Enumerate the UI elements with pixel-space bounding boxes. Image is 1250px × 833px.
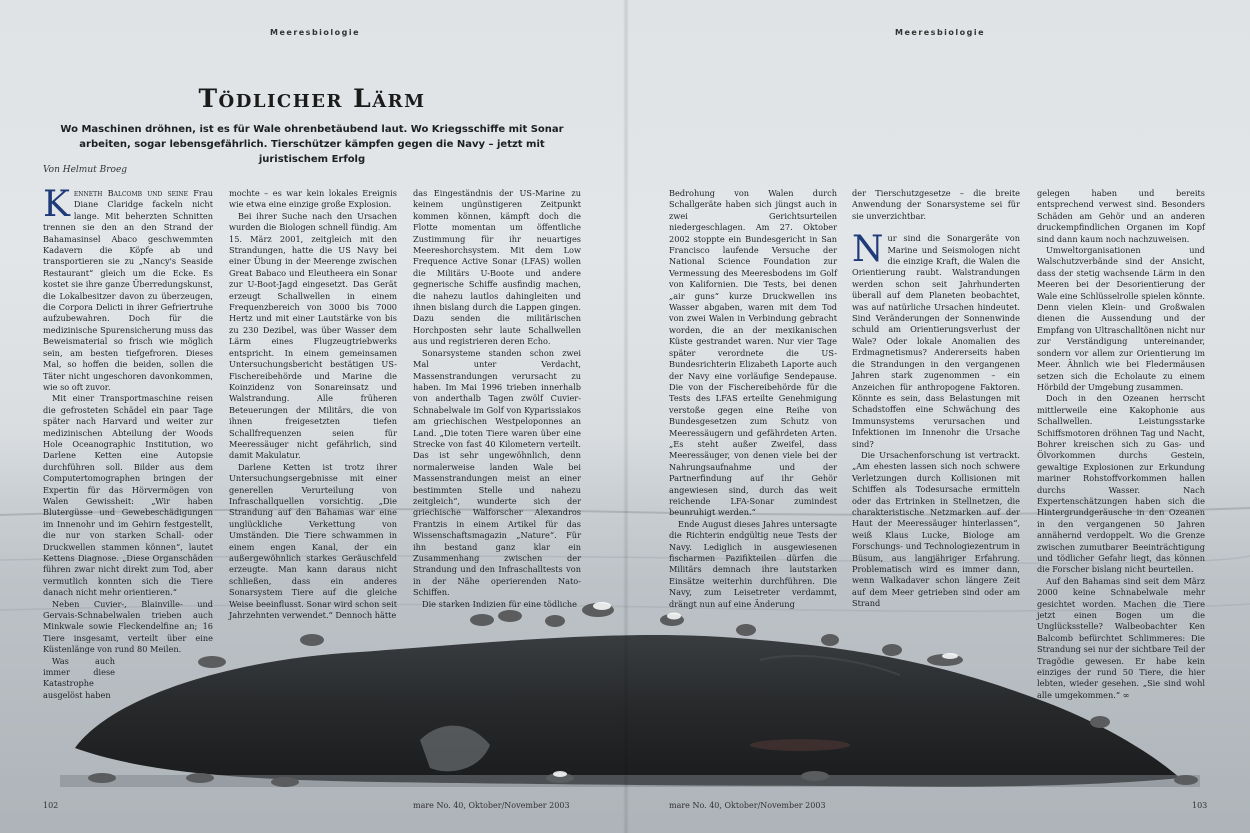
text-column-5 [852, 188, 1020, 610]
text-column-6 [1037, 188, 1205, 701]
paragraph: Bedrohung von Walen durch Schallgeräte haben sich jüngst auch in zwei Gerichtsurteilen niedergeschlagen. Am 27. Oktober 2002 stoppte ein Bundesgericht in San Francisco laufende Versuche der National Science Foundation zur Vermessung des Meeresbodens im Golf von Kalifornien. Die Tests, bei denen „air guns“ kurze Druckwellen ins Wasser abgaben, waren mit dem Tod von zwei Walen in Verbindung gebracht worden, die an der mexikanischen Küste gestrandet waren. Nur vier Tage später verordnete die US-Bundesrichterin Elizabeth Laporte auch der Navy eine vorläufige Sendepause. Die von der Fischereibehörde für die Tests des LFAS erteilte Genehmigung verstoße gegen eine Reihe von Bundesgesetzen zum Schutz von Meeressäugern und gefährdeten Arten. „Es steht außer Zweifel, dass Meeressäuger, von denen viele bei der Nahrungsaufnahme und der Partnerfindung auf ihr Gehör angewiesen sind, durch das weit reichende LFA-Sonar zumindest beunruhigt werden.“ [669, 188, 837, 518]
page-number-right: 103 [1192, 801, 1208, 810]
running-head-left: Meeresbiologie [270, 28, 361, 37]
article-title: Tödlicher Lärm [198, 84, 426, 113]
lead-in-smallcaps: enneth Balcomb und seine [73, 188, 189, 198]
page-number-left: 102 [43, 801, 59, 810]
paragraph: der Tierschutzgesetze – die breite Anwendung der Sonarsysteme sei für sie unverzichtbar. [852, 188, 1020, 221]
paragraph: Mit einer Transportmaschine reisen die gefrosteten Schädel ein paar Tage später nach Harvard und weiter zur medizinischen Abteilung der Woods Hole Oceanographic Institution, wo Darlene Ketten eine Autopsie durchführen soll. Bilder aus dem Computertomographen bringen der Expertin für das Hörvermögen von Walen Gewissheit: „Wir haben Blutergüsse und Gewebeschädigungen im Innenohr und im Gehirn festgestellt, die nur von starken Schall- oder Druckwellen stammen können“, lautet Kettens Diagnose. „Diese Organschäden führen zwar nicht direkt zum Tod, aber vermutlich konnten sich die Tiere danach nicht mehr orientieren.“ [43, 393, 213, 598]
paragraph: Was auch immer diese Katastrophe ausgelöst haben [43, 655, 115, 700]
paragraph [852, 229, 1020, 450]
paragraph [43, 184, 213, 393]
paragraph: Sonarsysteme standen schon zwei Mal unter Verdacht, Massenstrandungen verursacht zu haben. Im Mai 1996 trieben innerhalb von anderthalb Tagen zwölf Cuvier-Schnabelwale im Golf von Kyparissiakos am griechischen Westpeloponnes an Land. „Die toten Tiere waren über eine Strecke von fast 40 Kilometern verteilt. Das ist sehr ungewöhnlich, denn normalerweise landen Wale bei Massenstrandungen meist an einer bestimmten Stelle und nahezu zeitgleich“, wunderte sich der griechische Walforscher Alexandros Frantzis in einem Artikel für das Wissenschaftsmagazin „Nature“. Für ihn bestand ganz klar ein Zusammenhang zwischen der Strandung und den Infraschalltests von in der Nähe operierenden Nato-Schiffen. [413, 347, 581, 598]
paragraph: Die Ursachenforschung ist vertrackt. „Am ehesten lassen sich noch schwere Verletzungen durch Kollisionen mit Schiffen als Todesursache ermitteln oder das Ertrinken in Stellnetzen, die charakteristische Netzmarken auf der Haut der Meeressäuger hinterlassen“, weiß Klaus Lucke, Biologe am Forschungs- und Technologiezentrum in Büsum, aus langjähriger Erfahrung. Problematisch wird es immer dann, wenn Walkadaver schon längere Zeit auf dem Meer getrieben sind oder am Strand [852, 449, 1020, 609]
paragraph: gelegen haben und bereits entsprechend verwest sind. Besonders Schäden am Gehör und an anderen druckempfindlichen Organen im Kopf sind dann kaum noch nachzuweisen. [1037, 188, 1205, 244]
paragraph: Doch in den Ozeanen herrscht mittlerweile eine Kakophonie aus Schallwellen. Leistungsstarke Schiffsmotoren dröhnen Tag und Nacht, Bohrer kreischen sich zu Gas- und Ölvorkommen durchs Gestein, gewaltige Explosionen zur Erkundung mariner Rohstoffvorkommen hallen durchs Wasser. Nach Expertenschätzungen haben sich die Hintergrundgeräusche in den Ozeanen in den vergangenen 50 Jahren annähernd verdoppelt. Wo die Grenze zwischen zumutbarer Beeinträchtigung und tödlicher Gefahr liegt, das können die Forscher bislang nicht beurteilen. [1037, 393, 1205, 575]
footer-left: mare No. 40, Oktober/November 2003 [413, 801, 570, 810]
end-mark-icon: ∞ [1122, 689, 1130, 700]
text-column-1 [43, 184, 213, 701]
paragraph: Neben Cuvier-, Blainville- und Gervais-Schnabelwalen trieben auch Minkwale sowie Fleckendelfine an; 16 Tiere insgesamt, verteilt über eine Küstenlänge von rund 80 Meilen. [43, 598, 213, 655]
paragraph: Ende August dieses Jahres untersagte die Richterin endgültig neue Tests der Navy. Lediglich in ausgewiesenen fischarmen Pazifikteilen dürfen die Militärs demnach ihre lautstarken Einsätze weiterhin durchführen. Die Navy, zum Leisetreter verdammt, drängt nun auf eine Änderung [669, 518, 837, 609]
paragraph-text: Frau Diane Claridge fackeln nicht lange. Mit beherzten Schnitten trennen sie den an den Strand der Bahamasinsel Abaco geschwemmten Kadavern die Köpfe ab und transportieren sie zu „Nancy's Seaside Restaurant“ gleich um die Ecke. Es kostet sie ihre ganze Überredungskunst, die Lokalbesitzer davon zu überzeugen, die Corpora Delicti in ihrer Gefriertruhe aufzubewahren. Doch für die medizinische Spurensicherung muss das Beweismaterial so frisch wie möglich sein, am besten tiefgefroren. Dieses Mal, so hoffen die beiden, sollen die Täter nicht ungeschoren davonkommen, wie so oft zuvor. [43, 188, 213, 392]
paragraph: Darlene Ketten ist trotz ihrer Untersuchungsergebnisse mit einer generellen Verurteilung von Infraschallquellen vorsichtig. „Die Strandung auf den Bahamas war eine unglückliche Verkettung von Umständen. Die Tiere schwammen in einem engen Kanal, der ein außergewöhnlich starkes Geräuschfeld erzeugte. Man kann daraus nicht schließen, dass ein anderes Sonarsystem Tiere auf die gleiche Weise beeinflusst. Sonar wird schon seit Jahrzehnten verwendet.“ Dennoch hätte [229, 461, 397, 621]
text-column-3 [413, 188, 581, 610]
paragraph-text: ur sind die Sonargeräte von Marine und Seismologen nicht die einzige Kraft, die Walen die Orientierung raubt. Walstrandungen werden schon seit Jahrhunderten überall auf dem Planeten beobachtet, was auf natürliche Ursachen hindeutet. Sind Veränderungen der Sonnenwinde schuld am Orientierungsverlust der Wale? Oder lokale Anomalien des Erdmagnetismus? Andererseits haben die Strandungen in den vergangenen Jahren stark zugenommen – ein Anzeichen für anthropogene Faktoren. Könnte es sein, dass Belastungen mit Schadstoffen eine Schwächung des Immunsystems verursachen und Infektionen im Innenohr die Ursache sind? [852, 233, 1020, 449]
byline: Von Helmut Broeg [43, 165, 128, 175]
paragraph: Umweltorganisationen und Walschutzverbände sind der Ansicht, dass der stetig wachsende Lärm in den Meeren bei der Desorientierung der Wale eine Schlüsselrolle spielen könnte. Denn vielen Klein- und Großwalen dienen die Aussendung und der Empfang von Ultraschalltönen nicht nur zur Verständigung untereinander, sondern vor allem zur Orientierung im Meer. Ähnlich wie bei Fledermäusen setzen sich die Echolaute zu einem Hörbild der Umgebung zusammen. [1037, 245, 1205, 392]
paragraph: Die starken Indizien für eine tödliche [422, 598, 578, 609]
paragraph-text: Auf den Bahamas sind seit dem März 2000 keine Schnabelwale mehr gesichtet worden. Machen die Tiere jetzt einen Bogen um die Unglücksstelle? Walbeobachter Ken Balcomb befürchtet Schlimmeres: Die Strandung sei nur der sichtbare Teil der Tragödie gewesen. Er habe kein einziges der rund 50 Tiere, die hier lebten, wieder gesehen. „Sie sind wohl alle umgekommen.“ [1037, 575, 1205, 700]
drop-cap: K [43, 184, 70, 225]
paragraph: mochte – es war kein lokales Ereignis wie etwa eine einzige große Explosion. [229, 188, 397, 210]
article-lead: Wo Maschinen dröhnen, ist es für Wale ohrenbetäubend laut. Wo Kriegsschiffe mit Sonar arbeiten, sogar lebensgefährlich. Tierschützer kämpfen gegen die Navy – jetzt mit juristischem Erfolg [60, 124, 564, 165]
paragraph: Bei ihrer Suche nach den Ursachen wurden die Biologen schnell fündig. Am 15. März 2001, zeitgleich mit den Strandungen, hatte die US Navy bei einer Übung in der Meerenge zwischen Great Babaco und Eleutheera ein Sonar zur U-Boot-Jagd eingesetzt. Das Gerät erzeugt Schallwellen in einem Frequenzbereich von 3000 bis 7000 Hertz und mit einer Lautstärke von bis zu 230 Dezibel, was über Wasser dem Lärm eines Flugzeugtriebwerks entspricht. In einem gemeinsamen Untersuchungsbericht bestätigen US-Fischereibehörde und Marine die Koinzidenz von Sonareinsatz und Walstrandung. Alle früheren Beteuerungen der Militärs, die von ihnen freigesetzten tiefen Schallfrequenzen seien für Meeressäuger nicht gefährlich, sind damit Makulatur. [229, 210, 397, 461]
text-column-4 [669, 188, 837, 610]
page-gutter [623, 0, 629, 833]
drop-cap: N [852, 229, 884, 271]
text-column-2 [229, 188, 397, 621]
paragraph: das Eingeständnis der US-Marine zu keinem ungünstigeren Zeitpunkt kommen können, kämpft doch die Flotte momentan um öffentliche Zustimmung für ihr neuartiges Meereshorchsystem. Mit dem Low Frequence Active Sonar (LFAS) wollen die Militärs U-Boote und andere gegnerische Schiffe ausfindig machen, die nahezu lautlos dahingleiten und ihnen bislang durch die Lappen gingen. Dazu senden die militärischen Horchposten sehr laute Schallwellen aus und registrieren deren Echo. [413, 188, 581, 347]
running-head-right: Meeresbiologie [895, 28, 986, 37]
footer-right: mare No. 40, Oktober/November 2003 [669, 801, 826, 810]
paragraph [1037, 576, 1205, 701]
